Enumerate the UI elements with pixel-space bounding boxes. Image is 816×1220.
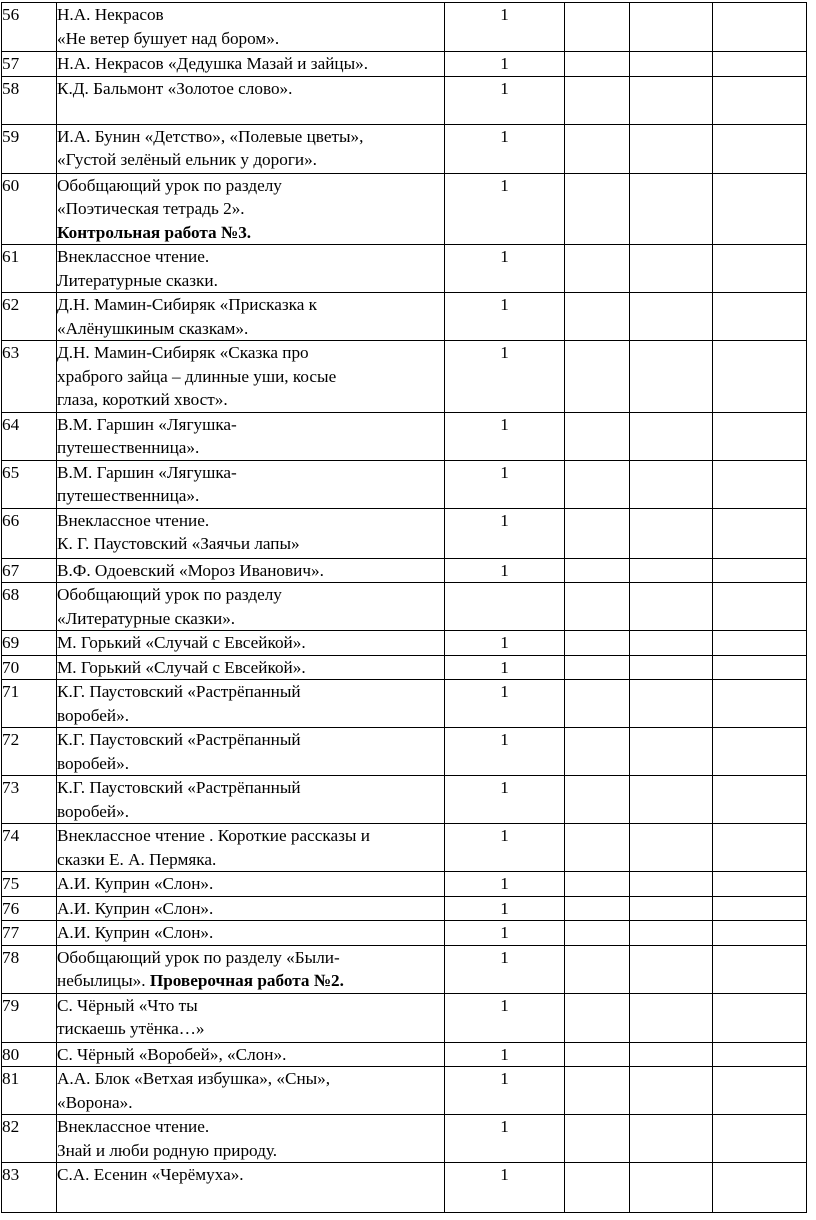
test-work-label: Проверочная работа №2. bbox=[149, 971, 344, 990]
lesson-number: 64 bbox=[2, 412, 57, 460]
date-actual-cell bbox=[630, 341, 713, 413]
notes-cell bbox=[713, 341, 807, 413]
lesson-plan-table bbox=[1, 2, 807, 1213]
lesson-number: 63 bbox=[2, 341, 57, 413]
date-planned-cell bbox=[565, 655, 630, 680]
date-planned-cell bbox=[565, 583, 630, 631]
table-row bbox=[2, 1067, 807, 1115]
table-row bbox=[2, 124, 807, 173]
hours-count: 1 bbox=[445, 631, 565, 656]
table-row bbox=[2, 52, 807, 77]
date-planned-cell bbox=[565, 3, 630, 52]
hours-count: 1 bbox=[445, 558, 565, 583]
lesson-number: 56 bbox=[2, 3, 57, 52]
lesson-title bbox=[57, 824, 445, 872]
date-planned-cell bbox=[565, 293, 630, 341]
table-row bbox=[2, 631, 807, 656]
lesson-title-line: храброго зайца – длинные уши, косые bbox=[57, 366, 337, 386]
date-actual-cell bbox=[630, 245, 713, 293]
lesson-title-line: тискаешь утёнка…» bbox=[57, 1019, 205, 1038]
date-planned-cell bbox=[565, 412, 630, 460]
date-actual-cell bbox=[630, 76, 713, 124]
lesson-title-line: Литературные сказки. bbox=[57, 270, 218, 290]
lesson-number: 61 bbox=[2, 245, 57, 293]
date-actual-cell bbox=[630, 631, 713, 656]
lesson-number: 68 bbox=[2, 583, 57, 631]
date-planned-cell bbox=[565, 1115, 630, 1163]
lesson-title-line: «Поэтическая тетрадь 2». bbox=[57, 199, 245, 218]
date-planned-cell bbox=[565, 945, 630, 993]
date-planned-cell bbox=[565, 896, 630, 921]
lesson-title-line: «Литературные сказки». bbox=[57, 608, 236, 628]
table-row bbox=[2, 921, 807, 946]
date-actual-cell bbox=[630, 412, 713, 460]
lesson-number: 77 bbox=[2, 921, 57, 946]
date-planned-cell bbox=[565, 824, 630, 872]
date-planned-cell bbox=[565, 631, 630, 656]
lesson-title bbox=[57, 872, 445, 897]
lesson-title-line: А.А. Блок «Ветхая избушка», «Сны», bbox=[57, 1069, 331, 1088]
lesson-number: 69 bbox=[2, 631, 57, 656]
notes-cell bbox=[713, 293, 807, 341]
date-planned-cell bbox=[565, 921, 630, 946]
lesson-title-line: К.Г. Паустовский «Растрёпанный bbox=[57, 682, 301, 701]
lesson-number: 78 bbox=[2, 945, 57, 993]
date-actual-cell bbox=[630, 52, 713, 77]
hours-count: 1 bbox=[445, 3, 565, 52]
lesson-title-line: сказки Е. А. Пермяка. bbox=[57, 849, 217, 869]
table-row bbox=[2, 680, 807, 728]
date-actual-cell bbox=[630, 655, 713, 680]
date-planned-cell bbox=[565, 341, 630, 413]
date-planned-cell bbox=[565, 872, 630, 897]
lesson-title-line: А.И. Куприн «Слон». bbox=[57, 923, 214, 942]
hours-count: 1 bbox=[445, 412, 565, 460]
hours-count: 1 bbox=[445, 993, 565, 1042]
date-actual-cell bbox=[630, 1042, 713, 1067]
lesson-number: 79 bbox=[2, 993, 57, 1042]
lesson-title-line: К. Г. Паустовский «Заячьи лапы» bbox=[57, 534, 300, 553]
table-row bbox=[2, 460, 807, 508]
notes-cell bbox=[713, 1115, 807, 1163]
hours-count: 1 bbox=[445, 460, 565, 508]
lesson-number: 76 bbox=[2, 896, 57, 921]
lesson-title-line: «Ворона». bbox=[57, 1092, 133, 1112]
lesson-title bbox=[57, 1163, 445, 1213]
lesson-title bbox=[57, 921, 445, 946]
notes-cell bbox=[713, 1163, 807, 1213]
notes-cell bbox=[713, 124, 807, 173]
notes-cell bbox=[713, 245, 807, 293]
lesson-title bbox=[57, 341, 445, 413]
hours-count bbox=[445, 583, 565, 631]
date-planned-cell bbox=[565, 508, 630, 558]
notes-cell bbox=[713, 993, 807, 1042]
hours-count: 1 bbox=[445, 872, 565, 897]
table-row bbox=[2, 341, 807, 413]
date-planned-cell bbox=[565, 173, 630, 245]
date-actual-cell bbox=[630, 558, 713, 583]
test-work-label: Контрольная работа №3. bbox=[57, 222, 252, 242]
lesson-title bbox=[57, 460, 445, 508]
date-actual-cell bbox=[630, 124, 713, 173]
hours-count: 1 bbox=[445, 728, 565, 776]
date-actual-cell bbox=[630, 1115, 713, 1163]
lesson-number: 73 bbox=[2, 776, 57, 824]
lesson-title bbox=[57, 583, 445, 631]
table-row bbox=[2, 3, 807, 52]
notes-cell bbox=[713, 945, 807, 993]
hours-count: 1 bbox=[445, 508, 565, 558]
date-planned-cell bbox=[565, 680, 630, 728]
lesson-title bbox=[57, 1042, 445, 1067]
hours-count: 1 bbox=[445, 173, 565, 245]
lesson-number: 74 bbox=[2, 824, 57, 872]
hours-count: 1 bbox=[445, 680, 565, 728]
notes-cell bbox=[713, 776, 807, 824]
notes-cell bbox=[713, 508, 807, 558]
date-actual-cell bbox=[630, 173, 713, 245]
lesson-title-line: глаза, короткий хвост». bbox=[57, 390, 228, 409]
notes-cell bbox=[713, 896, 807, 921]
lesson-title-line: В.Ф. Одоевский «Мороз Иванович». bbox=[57, 560, 324, 580]
lesson-title-line: С. Чёрный «Воробей», «Слон». bbox=[57, 1044, 287, 1064]
notes-cell bbox=[713, 412, 807, 460]
date-actual-cell bbox=[630, 3, 713, 52]
table-row bbox=[2, 245, 807, 293]
lesson-title-line: воробей». bbox=[57, 705, 130, 725]
lesson-title-line: Н.А. Некрасов «Дедушка Мазай и зайцы». bbox=[57, 54, 369, 73]
date-actual-cell bbox=[630, 460, 713, 508]
lesson-title-line: А.И. Куприн «Слон». bbox=[57, 898, 214, 918]
date-planned-cell bbox=[565, 245, 630, 293]
hours-count: 1 bbox=[445, 124, 565, 173]
date-actual-cell bbox=[630, 1163, 713, 1213]
table-row bbox=[2, 1163, 807, 1213]
lesson-title-line: воробей». bbox=[57, 801, 130, 821]
date-actual-cell bbox=[630, 824, 713, 872]
lesson-title-line: Обобщающий урок по разделу bbox=[57, 585, 282, 604]
lesson-title-line: С.А. Есенин «Черёмуха». bbox=[57, 1165, 244, 1184]
date-actual-cell bbox=[630, 872, 713, 897]
date-actual-cell bbox=[630, 680, 713, 728]
table-row bbox=[2, 412, 807, 460]
lesson-title-line: К.Г. Паустовский «Растрёпанный bbox=[57, 778, 301, 797]
table-row bbox=[2, 76, 807, 124]
notes-cell bbox=[713, 173, 807, 245]
lesson-number: 75 bbox=[2, 872, 57, 897]
date-actual-cell bbox=[630, 1067, 713, 1115]
lesson-title bbox=[57, 655, 445, 680]
table-row bbox=[2, 896, 807, 921]
lesson-title-line: Знай и люби родную природу. bbox=[57, 1140, 278, 1160]
lesson-number: 58 bbox=[2, 76, 57, 124]
date-actual-cell bbox=[630, 921, 713, 946]
lesson-number: 62 bbox=[2, 293, 57, 341]
lesson-number: 80 bbox=[2, 1042, 57, 1067]
hours-count: 1 bbox=[445, 921, 565, 946]
table-row bbox=[2, 293, 807, 341]
lesson-title-line: Внеклассное чтение. bbox=[57, 247, 210, 266]
lesson-title bbox=[57, 173, 445, 245]
lesson-number: 70 bbox=[2, 655, 57, 680]
table-row bbox=[2, 776, 807, 824]
lesson-title-line: В.М. Гаршин «Лягушка- bbox=[57, 414, 237, 434]
lesson-title-line: путешественница». bbox=[57, 438, 200, 457]
date-planned-cell bbox=[565, 52, 630, 77]
hours-count: 1 bbox=[445, 896, 565, 921]
lesson-number: 65 bbox=[2, 460, 57, 508]
lesson-title bbox=[57, 776, 445, 824]
notes-cell bbox=[713, 1067, 807, 1115]
lesson-title-line: Д.Н. Мамин-Сибиряк «Присказка к bbox=[57, 295, 317, 314]
table-row bbox=[2, 173, 807, 245]
lesson-number: 72 bbox=[2, 728, 57, 776]
date-planned-cell bbox=[565, 776, 630, 824]
table-row bbox=[2, 1115, 807, 1163]
date-actual-cell bbox=[630, 896, 713, 921]
date-actual-cell bbox=[630, 508, 713, 558]
hours-count: 1 bbox=[445, 52, 565, 77]
lesson-title-line: К.Г. Паустовский «Растрёпанный bbox=[57, 730, 301, 749]
notes-cell bbox=[713, 1042, 807, 1067]
date-actual-cell bbox=[630, 583, 713, 631]
date-planned-cell bbox=[565, 728, 630, 776]
date-planned-cell bbox=[565, 1067, 630, 1115]
hours-count: 1 bbox=[445, 1042, 565, 1067]
table-row bbox=[2, 872, 807, 897]
lesson-number: 67 bbox=[2, 558, 57, 583]
lesson-number: 83 bbox=[2, 1163, 57, 1213]
notes-cell bbox=[713, 583, 807, 631]
lesson-number: 59 bbox=[2, 124, 57, 173]
hours-count: 1 bbox=[445, 1115, 565, 1163]
table-row bbox=[2, 558, 807, 583]
lesson-number: 71 bbox=[2, 680, 57, 728]
notes-cell bbox=[713, 872, 807, 897]
lesson-title-line: К.Д. Бальмонт «Золотое слово». bbox=[57, 78, 293, 98]
notes-cell bbox=[713, 680, 807, 728]
lesson-title bbox=[57, 293, 445, 341]
table-row bbox=[2, 583, 807, 631]
hours-count: 1 bbox=[445, 824, 565, 872]
lesson-title-line: Д.Н. Мамин-Сибиряк «Сказка про bbox=[57, 343, 309, 362]
date-planned-cell bbox=[565, 993, 630, 1042]
notes-cell bbox=[713, 558, 807, 583]
notes-cell bbox=[713, 52, 807, 77]
lesson-title-line: Обобщающий урок по разделу bbox=[57, 175, 282, 195]
lesson-number: 81 bbox=[2, 1067, 57, 1115]
lesson-title-line: Внеклассное чтение. bbox=[57, 510, 210, 530]
lesson-title-line: М. Горький «Случай с Евсейкой». bbox=[57, 657, 306, 677]
notes-cell bbox=[713, 655, 807, 680]
hours-count: 1 bbox=[445, 245, 565, 293]
lesson-title bbox=[57, 1067, 445, 1115]
hours-count: 1 bbox=[445, 76, 565, 124]
hours-count: 1 bbox=[445, 1067, 565, 1115]
lesson-title bbox=[57, 124, 445, 173]
lesson-title-line: И.А. Бунин «Детство», «Полевые цветы», bbox=[57, 126, 364, 146]
notes-cell bbox=[713, 460, 807, 508]
date-actual-cell bbox=[630, 993, 713, 1042]
lesson-title bbox=[57, 76, 445, 124]
lesson-title-line: Н.А. Некрасов bbox=[57, 5, 164, 24]
lesson-title bbox=[57, 993, 445, 1042]
table-row bbox=[2, 728, 807, 776]
lesson-title bbox=[57, 3, 445, 52]
lesson-title-line: Внеклассное чтение . Короткие рассказы и bbox=[57, 826, 370, 845]
date-planned-cell bbox=[565, 1042, 630, 1067]
notes-cell bbox=[713, 76, 807, 124]
table-row bbox=[2, 508, 807, 558]
date-planned-cell bbox=[565, 460, 630, 508]
lesson-title-line: воробей». bbox=[57, 753, 130, 773]
date-actual-cell bbox=[630, 293, 713, 341]
date-planned-cell bbox=[565, 558, 630, 583]
lesson-title bbox=[57, 680, 445, 728]
hours-count: 1 bbox=[445, 655, 565, 680]
lesson-title-line: «Алёнушкиным сказкам». bbox=[57, 318, 249, 338]
date-actual-cell bbox=[630, 776, 713, 824]
lesson-title bbox=[57, 52, 445, 77]
lesson-title bbox=[57, 896, 445, 921]
lesson-title bbox=[57, 631, 445, 656]
table-row bbox=[2, 655, 807, 680]
date-planned-cell bbox=[565, 76, 630, 124]
lesson-title-text: небылицы». bbox=[57, 971, 146, 990]
lesson-title-line bbox=[57, 969, 444, 993]
notes-cell bbox=[713, 824, 807, 872]
notes-cell bbox=[713, 728, 807, 776]
date-planned-cell bbox=[565, 124, 630, 173]
hours-count: 1 bbox=[445, 776, 565, 824]
hours-count: 1 bbox=[445, 293, 565, 341]
table-row bbox=[2, 824, 807, 872]
lesson-title-line: Внеклассное чтение. bbox=[57, 1117, 210, 1136]
lesson-title bbox=[57, 412, 445, 460]
lesson-title-line: «Густой зелёный ельник у дороги». bbox=[57, 150, 317, 169]
lesson-title-line: А.И. Куприн «Слон». bbox=[57, 874, 214, 893]
table-row bbox=[2, 945, 807, 993]
lesson-title-line: «Не ветер бушует над бором». bbox=[57, 28, 280, 48]
lesson-title bbox=[57, 245, 445, 293]
date-actual-cell bbox=[630, 728, 713, 776]
lesson-title bbox=[57, 728, 445, 776]
hours-count: 1 bbox=[445, 341, 565, 413]
hours-count: 1 bbox=[445, 945, 565, 993]
lesson-number: 66 bbox=[2, 508, 57, 558]
notes-cell bbox=[713, 3, 807, 52]
lesson-title-line: путешественница». bbox=[57, 486, 200, 505]
date-planned-cell bbox=[565, 1163, 630, 1213]
hours-count: 1 bbox=[445, 1163, 565, 1213]
date-actual-cell bbox=[630, 945, 713, 993]
notes-cell bbox=[713, 921, 807, 946]
lesson-number: 60 bbox=[2, 173, 57, 245]
lesson-title-line: В.М. Гаршин «Лягушка- bbox=[57, 462, 237, 482]
table-row bbox=[2, 1042, 807, 1067]
lesson-title-line: М. Горький «Случай с Евсейкой». bbox=[57, 633, 306, 652]
table-row bbox=[2, 993, 807, 1042]
lesson-title-line: С. Чёрный «Что ты bbox=[57, 995, 198, 1015]
table-body bbox=[2, 3, 807, 1213]
notes-cell bbox=[713, 631, 807, 656]
lesson-title-line: Обобщающий урок по разделу «Были- bbox=[57, 947, 340, 967]
lesson-title bbox=[57, 1115, 445, 1163]
lesson-title bbox=[57, 558, 445, 583]
lesson-title bbox=[57, 508, 445, 558]
lesson-number: 82 bbox=[2, 1115, 57, 1163]
lesson-number: 57 bbox=[2, 52, 57, 77]
lesson-title bbox=[57, 945, 445, 993]
